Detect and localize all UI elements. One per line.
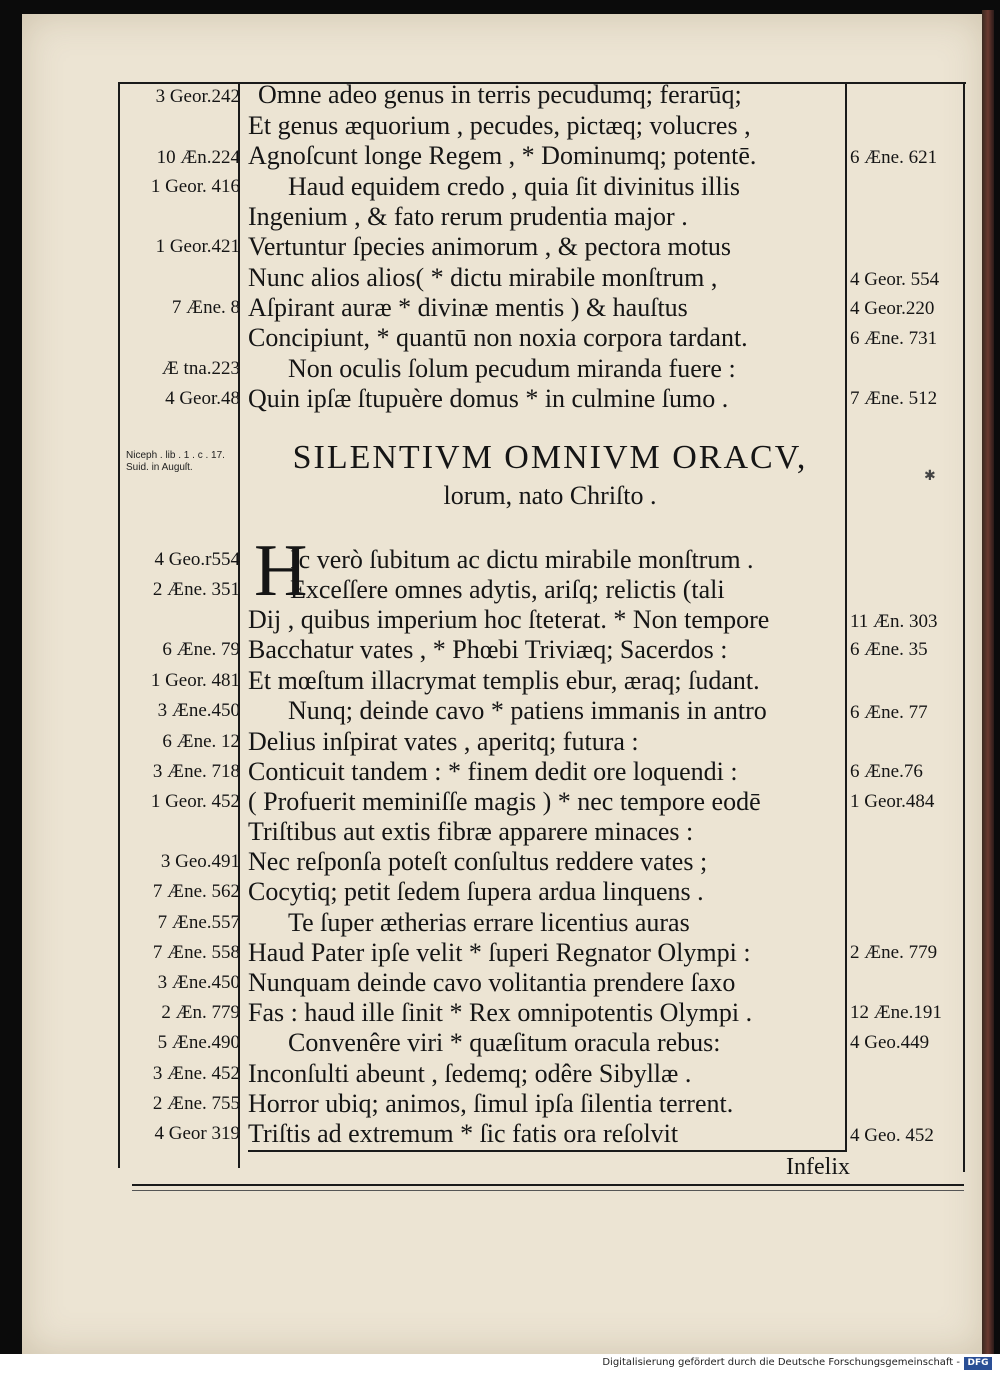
- margin-ref-left: 3 Geo.491: [160, 851, 240, 872]
- margin-ref-right: 6 Æne. 731: [850, 328, 938, 349]
- margin-ref-left: 4 Geor.48: [165, 388, 240, 409]
- drop-cap: H: [254, 530, 308, 612]
- verse-line: Concipiunt, * quantū non noxia corpora tardant.: [248, 323, 748, 352]
- margin-ref-right: 6 Æne. 35: [850, 639, 928, 660]
- bottom-rule-thin: [132, 1190, 964, 1191]
- margin-ref-right: 4 Geo. 452: [850, 1125, 934, 1146]
- margin-ref-left: 3 Æne. 452: [152, 1063, 240, 1084]
- margin-ref-right: 4 Geor. 554: [850, 269, 940, 290]
- margin-ref-left: Æ tna.223: [161, 358, 240, 379]
- margin-ref-right: 11 Æn. 303: [850, 611, 938, 632]
- verse-line: Exceſſere omnes adytis, ariſq; relictis (tali: [290, 575, 725, 604]
- margin-ref-left: 3 Æne. 718: [152, 761, 240, 782]
- verse-line: ( Profuerit meminiſſe magis ) * nec tempore eodē: [248, 787, 761, 816]
- margin-ref-right: 6 Æne.76: [850, 761, 923, 782]
- verse-line: Triſtis ad extremum * ſic fatis ora reſolvit: [248, 1119, 679, 1148]
- footer-bar: [0, 1354, 1000, 1374]
- section-heading: [250, 436, 850, 512]
- margin-ref-left: 3 Æne.450: [157, 700, 240, 721]
- margin-ref-left: 3 Geor.242: [155, 86, 240, 107]
- margin-ref-left: 7 Æne.557: [157, 912, 240, 933]
- verse-line: Quin ipſæ ſtupuère domus * in culmine ſumo .: [248, 384, 729, 413]
- margin-ref-left: 6 Æne. 12: [162, 731, 240, 752]
- dfg-logo: DFG: [964, 1357, 992, 1370]
- verse-line: Te ſuper ætherias errare licentius auras: [288, 908, 690, 937]
- text-bottom-rule: [248, 1150, 846, 1152]
- margin-ref-right: 2 Æne. 779: [850, 942, 938, 963]
- verse-line: Nunc alios alios( * dictu mirabile monſtrum ,: [248, 263, 718, 292]
- margin-ref-right: 6 Æne. 621: [850, 147, 938, 168]
- page-edge: [982, 10, 994, 1356]
- verse-line: Nunquam deinde cavo volitantia prendere ſaxo: [248, 968, 736, 997]
- margin-ref-left: 2 Æne. 351: [152, 579, 240, 600]
- margin-ref-left: 1 Geor. 452: [150, 791, 240, 812]
- verse-line: Nec reſponſa poteſt conſultus reddere vates ;: [248, 847, 708, 876]
- verse-line: Aſpirant auræ * divinæ mentis ) & hauſtus: [248, 293, 688, 322]
- funding-notice: Digitalisierung gefördert durch die Deutsche Forschungsgemeinschaft -: [602, 1357, 960, 1368]
- margin-ref-right: 1 Geor.484: [850, 791, 935, 812]
- verse-line: Agnoſcunt longe Regem , * Dominumq; potentē.: [248, 141, 757, 170]
- catchword: Infelix: [786, 1154, 850, 1180]
- margin-ref-left: 3 Æne.450: [157, 972, 240, 993]
- margin-ref-right: 4 Geor.220: [850, 298, 935, 319]
- verse-line: Delius inſpirat vates , aperitq; futura :: [248, 727, 639, 756]
- verse-line: Omne adeo genus in terris pecudumq; ferarūq;: [258, 80, 742, 109]
- margin-ref-left: 10 Æn.224: [156, 147, 240, 168]
- verse-line: Bacchatur vates , * Phœbi Triviæq; Sacerdos :: [248, 635, 728, 664]
- margin-ref-left: 1 Geor. 481: [150, 670, 240, 691]
- verse-line: Haud Pater ipſe velit * ſuperi Regnator Olympi :: [248, 938, 751, 967]
- margin-ref-left: 6 Æne. 79: [162, 639, 240, 660]
- margin-ref-left: 5 Æne.490: [157, 1032, 240, 1053]
- verse-line: Conticuit tandem : * finem dedit ore loquendi :: [248, 757, 738, 786]
- margin-ref-left: 7 Æne. 562: [152, 881, 240, 902]
- margin-ref-right: 12 Æne.191: [850, 1002, 942, 1023]
- margin-ref-left: 4 Geor 319: [154, 1123, 240, 1144]
- verse-line: Ic verò ſubitum ac dictu mirabile monſtrum .: [290, 545, 754, 574]
- heading-line-2: lorum, nato Chriſto .: [443, 481, 657, 510]
- margin-ref-right: 7 Æne. 512: [850, 388, 938, 409]
- verse-line: Cocytiq; petit ſedem ſupera ardua linquens .: [248, 877, 704, 906]
- verse-line: Vertuntur ſpecies animorum , & pectora motus: [248, 232, 732, 261]
- margin-ref-left: 4 Geo.r554: [154, 549, 240, 570]
- verse-line: Triſtibus aut extis fibræ apparere minaces :: [248, 817, 694, 846]
- margin-ref-left: 2 Æne. 755: [152, 1093, 240, 1114]
- verse-line: Fas : haud ille ſinit * Rex omnipotentis Olympi .: [248, 998, 753, 1027]
- verse-line: Inconſulti abeunt , ſedemq; odêre Sibyllæ .: [248, 1059, 692, 1088]
- verse-line: Non oculis ſolum pecudum miranda fuere :: [288, 354, 736, 383]
- ornament-mark: ✱: [924, 468, 936, 484]
- verse-line: Horror ubiq; animos, ſimul ipſa ſilentia terrent.: [248, 1089, 734, 1118]
- verse-line: Haud equidem credo , quia ſit divinitus illis: [288, 172, 741, 201]
- margin-ref-left: 2 Æn. 779: [161, 1002, 240, 1023]
- heading-line-1: SILENTIVM OMNIVM ORACV,: [292, 439, 808, 476]
- verse-line: Et mœſtum illacrymat templis ebur, æraq; ſudant.: [248, 666, 760, 695]
- verse-line: Ingenium , & fato rerum prudentia major .: [248, 202, 688, 231]
- margin-ref-left: 7 Æne. 8: [171, 297, 240, 318]
- margin-ref-left: 1 Geor. 416: [150, 176, 240, 197]
- verse-line: Convenêre viri * quæſitum oracula rebus:: [288, 1028, 721, 1057]
- verse-line: Et genus æquorium , pecudes, pictæq; volucres ,: [248, 111, 751, 140]
- margin-note: Niceph . lib . 1 . c . 17. Suid. in Auguſt.: [126, 450, 225, 473]
- verse-line: Dij , quibus imperium hoc ſteterat. * Non tempore: [248, 605, 770, 634]
- verse-line: Nunq; deinde cavo * patiens immanis in antro: [288, 696, 767, 725]
- margin-ref-left: 1 Geor.421: [155, 236, 240, 257]
- margin-ref-left: 7 Æne. 558: [152, 942, 240, 963]
- margin-ref-right: 4 Geo.449: [850, 1032, 930, 1053]
- margin-ref-right: 6 Æne. 77: [850, 702, 928, 723]
- bottom-rule: [132, 1184, 964, 1186]
